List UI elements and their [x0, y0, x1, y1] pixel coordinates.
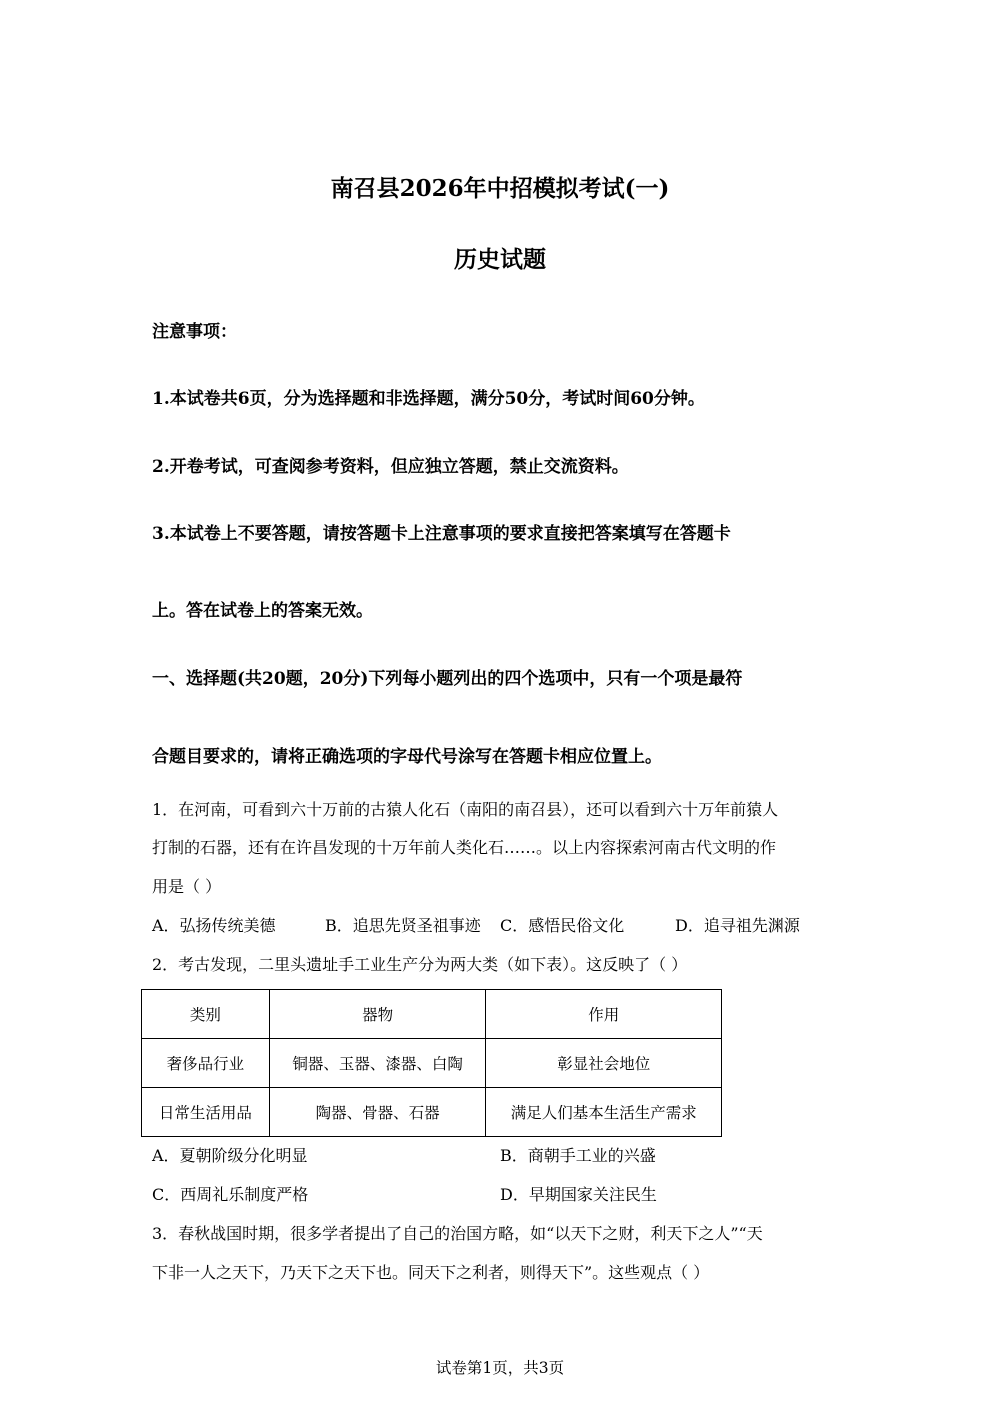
- table-row: [142, 1039, 722, 1088]
- question-1-line-1: 1．在河南，可看到六十万前的古猿人化石（南阳的南召县），还可以看到六十万年前猿人: [152, 800, 779, 819]
- table-cell: 陶器、骨器、石器: [269, 1088, 486, 1137]
- question-2-option-d: D．早期国家关注民生: [500, 1185, 657, 1204]
- table-cell: 铜器、玉器、漆器、白陶: [269, 1039, 486, 1088]
- question-3-line-2: 下非一人之天下，乃天下之天下也。同天下之利者，则得天下”。这些观点（ ）: [152, 1263, 710, 1282]
- table-header-cell: 作用: [486, 990, 722, 1039]
- question-2-option-c: C．西周礼乐制度严格: [152, 1185, 309, 1204]
- section-1-heading-line-1: 一、选择题(共20题，20分)下列每小题列出的四个选项中，只有一个项是最符: [152, 669, 743, 689]
- table-header-row: [142, 990, 722, 1039]
- page-footer: 试卷第1页，共3页: [435, 1359, 565, 1377]
- notice-item-2: 2.开卷考试，可查阅参考资料，但应独立答题，禁止交流资料。: [152, 457, 629, 477]
- table-cell: 彰显社会地位: [486, 1039, 722, 1088]
- question-1-option-c: C．感悟民俗文化: [500, 916, 625, 935]
- table-header-cell: 器物: [269, 990, 486, 1039]
- question-1-option-a: A．弘扬传统美德: [152, 916, 276, 935]
- table-cell: 满足人们基本生活生产需求: [486, 1088, 722, 1137]
- notice-item-3-line-2: 上。答在试卷上的答案无效。: [152, 601, 373, 621]
- question-2-table: [141, 989, 722, 1137]
- notice-heading: 注意事项：: [152, 322, 237, 342]
- question-2-option-b: B．商朝手工业的兴盛: [500, 1146, 656, 1165]
- question-2-stem: 2．考古发现，二里头遗址手工业生产分为两大类（如下表）。这反映了（ ）: [152, 955, 688, 974]
- question-1-option-b: B．追思先贤圣祖事迹: [325, 916, 481, 935]
- table-cell: 日常生活用品: [142, 1088, 270, 1137]
- question-3-line-1: 3．春秋战国时期，很多学者提出了自己的治国方略，如“以天下之财，利天下之人”“天: [152, 1224, 763, 1243]
- exam-subtitle: 历史试题: [454, 246, 546, 273]
- notice-item-3-line-1: 3.本试卷上不要答题，请按答题卡上注意事项的要求直接把答案填写在答题卡: [152, 524, 731, 544]
- question-2-option-a: A．夏朝阶级分化明显: [152, 1146, 308, 1165]
- notice-item-1: 1.本试卷共6页，分为选择题和非选择题，满分50分，考试时间60分钟。: [152, 389, 705, 409]
- section-1-heading-line-2: 合题目要求的，请将正确选项的字母代号涂写在答题卡相应位置上。: [152, 747, 662, 767]
- question-1-line-3: 用是（ ）: [152, 877, 222, 896]
- table-header-cell: 类别: [142, 990, 270, 1039]
- question-1-line-2: 打制的石器，还有在许昌发现的十万年前人类化石……。以上内容探索河南古代文明的作: [152, 838, 777, 857]
- exam-title: 南召县2026年中招模拟考试(一): [330, 175, 670, 202]
- table-cell: 奢侈品行业: [142, 1039, 270, 1088]
- table-row: [142, 1088, 722, 1137]
- question-1-option-d: D．追寻祖先渊源: [675, 916, 800, 935]
